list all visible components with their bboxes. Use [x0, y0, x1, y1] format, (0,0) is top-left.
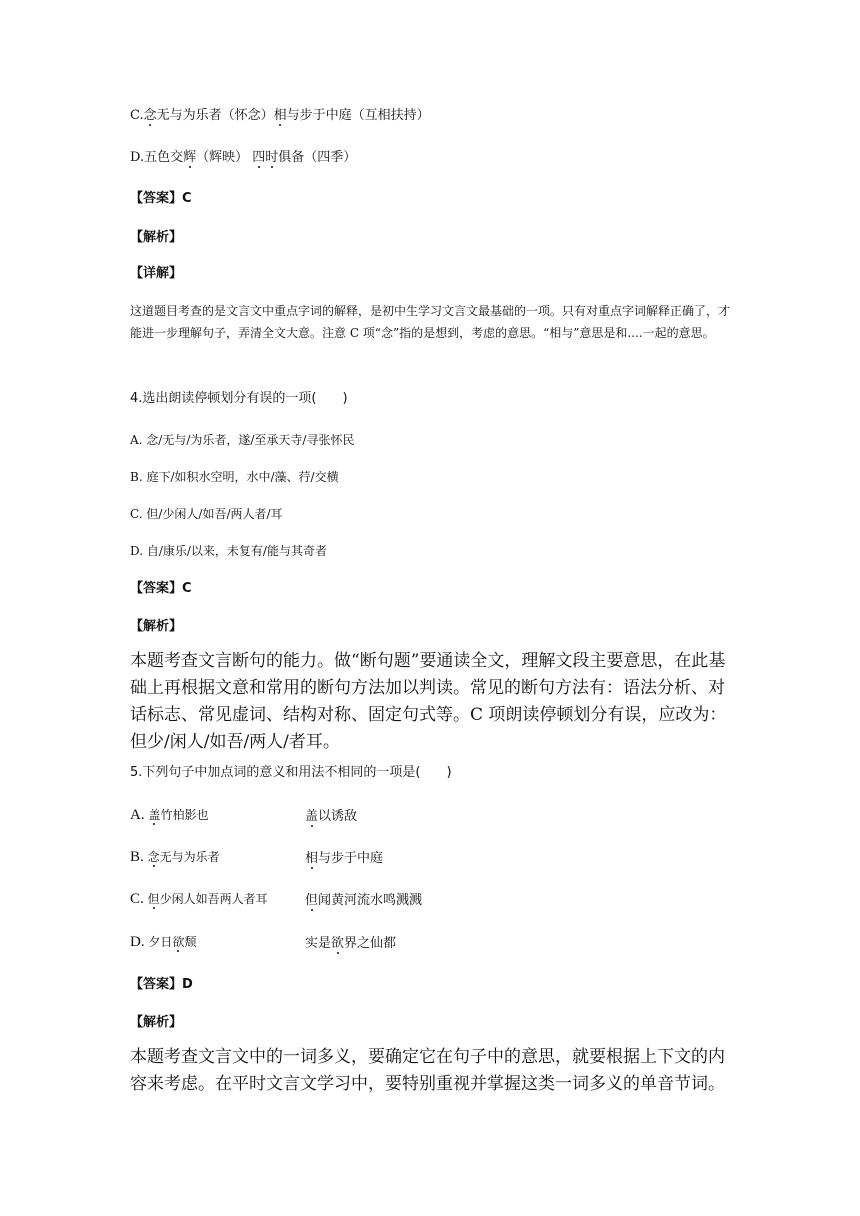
q4-option-a: A. 念/无与/为乐者，遂/至承天寺/寻张怀民 [130, 433, 355, 447]
analysis-tag-q4: 【解析】 [130, 619, 183, 634]
answer-tag-q4: 【答案】C [130, 581, 192, 596]
q5-option-d: D. 夕日欲颓 [130, 934, 197, 950]
analysis-text-q5: 本题考查文言文中的一词多义，要确定它在句子中的意思，就要根据上下文的内容来考虑。在平时文言文学习中，要特别重视并掌握这类一词多义的单音节词。 [130, 1047, 725, 1094]
dotted-char: 念 [143, 108, 157, 123]
q5-option-c-right: 但闻黄河流水鸣溅溅 [305, 893, 423, 908]
dotted-char: 盖 [305, 809, 319, 824]
option-c-q3: C.念无与为乐者（怀念）相与步于中庭（互相扶持） [130, 108, 430, 123]
q4-option-c: C. 但/少闲人/如吾/两人者/耳 [130, 507, 283, 521]
dotted-char: 辉 [183, 150, 197, 165]
q5-option-b-right: 相与步于中庭 [305, 851, 384, 866]
dotted-char: 但 [147, 892, 160, 906]
analysis-tag-q3: 【解析】 [130, 230, 183, 245]
question-4: 4.选出朗读停顿划分有误的一项( ) [130, 391, 348, 406]
dotted-char: 相 [305, 851, 319, 866]
q4-option-d: D. 自/康乐/以来，未复有/能与其奇者 [130, 544, 327, 558]
dotted-char: 欲 [331, 936, 345, 951]
dotted-char: 盖 [148, 808, 161, 822]
dotted-char: 四 [252, 150, 266, 165]
dotted-char: 但 [305, 893, 319, 908]
q5-option-a: A. 盖竹柏影也 [130, 807, 209, 823]
option-d-q3: D.五色交辉（辉映） 四时俱备（四季） [130, 150, 357, 165]
dotted-char: 念 [147, 850, 160, 864]
detail-tag-q3: 【详解】 [130, 266, 183, 281]
dotted-char: 欲 [172, 935, 185, 949]
dotted-char: 时 [265, 150, 279, 165]
q4-option-b: B. 庭下/如积水空明，水中/藻、荇/交横 [130, 470, 339, 484]
analysis-text-q4: 本题考查文言断句的能力。做“断句题”要通读全文，理解文段主要意思，在此基础上再根据文意和常用的断句方法加以判读。常见的断句方法有：语法分析、对话标志、常见虚词、结构对称、固定句式等。C 项朗读停顿划分有误，应改为：但少/闲人/如吾/两人/者耳。 [130, 651, 727, 752]
detail-text-q3: 这道题目考查的是文言文中重点字词的解释，是初中生学习文言文最基础的一项。只有对重点字词解释正确了，才能进一步理解句子，弄清全文大意。注意 C 项“念”指的是想到，考虑的意思。“相与”意思是和....一起的意思。 [130, 304, 731, 340]
q5-option-a-right: 盖以诱敌 [305, 809, 358, 824]
q5-option-c: C. 但少闲人如吾两人者耳 [130, 891, 268, 907]
q5-option-b: B. 念无与为乐者 [130, 849, 220, 865]
answer-tag-q3: 【答案】C [130, 191, 192, 206]
question-5: 5.下列句子中加点词的意义和用法不相同的一项是( ) [130, 765, 452, 780]
answer-tag-q5: 【答案】D [130, 977, 193, 992]
q5-option-d-right: 实是欲界之仙都 [305, 936, 397, 951]
analysis-tag-q5: 【解析】 [130, 1015, 183, 1030]
dotted-char: 相 [273, 108, 287, 123]
